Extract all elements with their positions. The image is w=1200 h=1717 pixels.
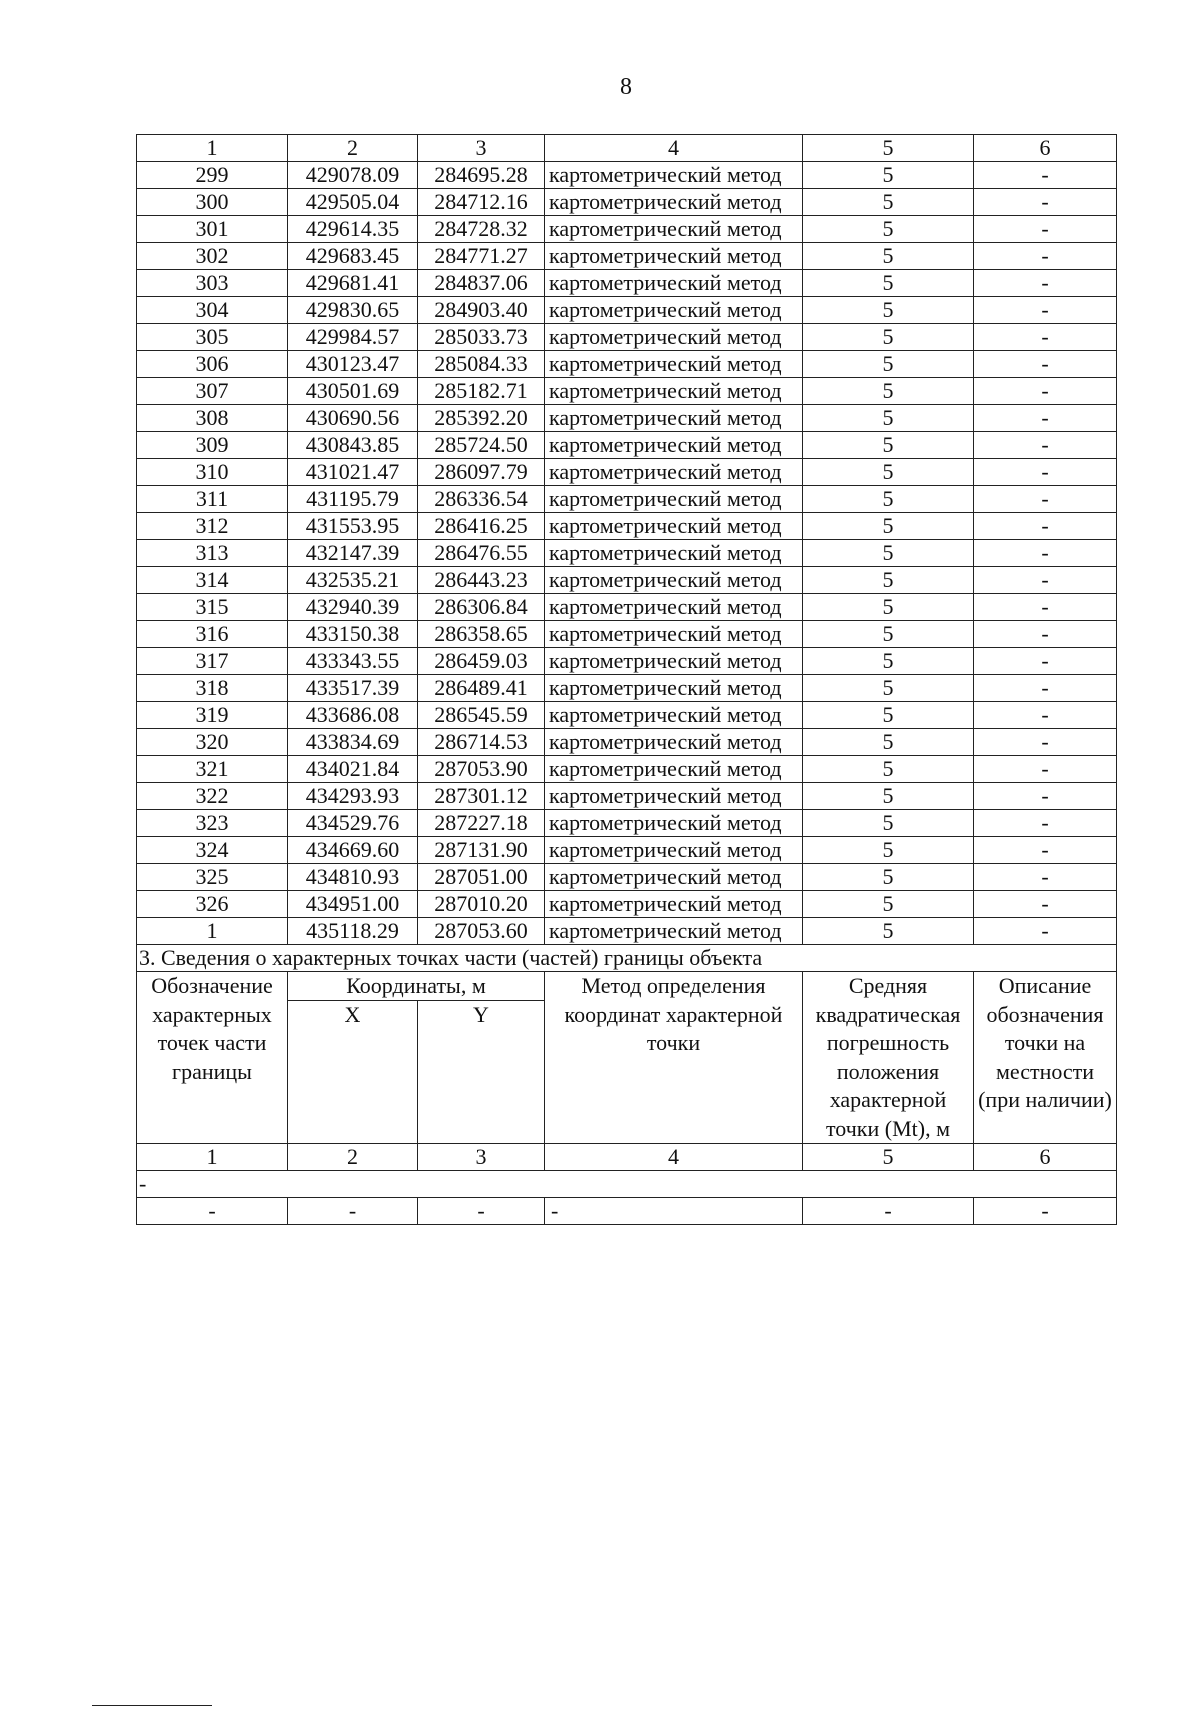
- column-number-cell: 4: [545, 1144, 803, 1171]
- point-number-cell: 312: [137, 513, 288, 540]
- coordinate-x-cell: 429681.41: [288, 270, 418, 297]
- method-cell: картометрический метод: [545, 243, 803, 270]
- method-cell: картометрический метод: [545, 513, 803, 540]
- page-number: 8: [620, 74, 632, 100]
- empty-data-row: [137, 1198, 1117, 1225]
- point-number-cell: 300: [137, 189, 288, 216]
- column-number-cell: 5: [803, 135, 974, 162]
- description-cell: -: [974, 918, 1117, 945]
- point-number-cell: 299: [137, 162, 288, 189]
- point-number-cell: 321: [137, 756, 288, 783]
- empty-cell: -: [137, 1198, 288, 1225]
- coordinate-x-cell: 430501.69: [288, 378, 418, 405]
- method-cell: картометрический метод: [545, 297, 803, 324]
- description-cell: -: [974, 486, 1117, 513]
- table-row: [137, 675, 1117, 702]
- table-row: [137, 513, 1117, 540]
- accuracy-cell: 5: [803, 432, 974, 459]
- table-row: [137, 918, 1117, 945]
- method-cell: картометрический метод: [545, 891, 803, 918]
- coordinate-y-cell: 284771.27: [418, 243, 545, 270]
- point-number-cell: 306: [137, 351, 288, 378]
- accuracy-cell: 5: [803, 324, 974, 351]
- coordinate-y-cell: 287051.00: [418, 864, 545, 891]
- column-number-cell: 1: [137, 1144, 288, 1171]
- method-cell: картометрический метод: [545, 675, 803, 702]
- column-number-row: [137, 135, 1117, 162]
- coordinate-y-cell: 285084.33: [418, 351, 545, 378]
- coordinate-x-cell: 434951.00: [288, 891, 418, 918]
- empty-cell: -: [974, 1198, 1117, 1225]
- point-number-cell: 305: [137, 324, 288, 351]
- description-cell: -: [974, 432, 1117, 459]
- section-title: 3. Сведения о характерных точках части (частей) границы объекта: [137, 945, 1117, 972]
- header-x: X: [288, 1001, 418, 1144]
- header-y: Y: [418, 1001, 545, 1144]
- table-row: [137, 324, 1117, 351]
- coordinate-y-cell: 287301.12: [418, 783, 545, 810]
- method-cell: картометрический метод: [545, 729, 803, 756]
- table-row: [137, 486, 1117, 513]
- coordinate-x-cell: 431195.79: [288, 486, 418, 513]
- table-row: [137, 702, 1117, 729]
- coordinate-y-cell: 286416.25: [418, 513, 545, 540]
- description-cell: -: [974, 216, 1117, 243]
- point-number-cell: 322: [137, 783, 288, 810]
- column-number-cell: 6: [974, 1144, 1117, 1171]
- table-row: [137, 270, 1117, 297]
- header-coordinates: Координаты, м: [288, 972, 545, 1001]
- section-title-row: [137, 945, 1117, 972]
- method-cell: картометрический метод: [545, 486, 803, 513]
- description-cell: -: [974, 621, 1117, 648]
- point-number-cell: 326: [137, 891, 288, 918]
- empty-cell: -: [288, 1198, 418, 1225]
- coordinate-y-cell: 285182.71: [418, 378, 545, 405]
- accuracy-cell: 5: [803, 162, 974, 189]
- method-cell: картометрический метод: [545, 432, 803, 459]
- point-number-cell: 308: [137, 405, 288, 432]
- part-label-row: [137, 1171, 1117, 1198]
- description-cell: -: [974, 567, 1117, 594]
- column-number-cell: 2: [288, 1144, 418, 1171]
- coordinate-y-cell: 286358.65: [418, 621, 545, 648]
- coordinate-x-cell: 429830.65: [288, 297, 418, 324]
- description-cell: -: [974, 729, 1117, 756]
- coordinate-x-cell: 431021.47: [288, 459, 418, 486]
- coordinate-x-cell: 432535.21: [288, 567, 418, 594]
- coordinate-y-cell: 284837.06: [418, 270, 545, 297]
- coordinate-y-cell: 284695.28: [418, 162, 545, 189]
- coordinate-x-cell: 429078.09: [288, 162, 418, 189]
- accuracy-cell: 5: [803, 783, 974, 810]
- method-cell: картометрический метод: [545, 216, 803, 243]
- table-row: [137, 621, 1117, 648]
- coordinate-y-cell: 287010.20: [418, 891, 545, 918]
- column-number-cell: 5: [803, 1144, 974, 1171]
- coordinate-x-cell: 429984.57: [288, 324, 418, 351]
- coordinate-y-cell: 287053.90: [418, 756, 545, 783]
- accuracy-cell: 5: [803, 810, 974, 837]
- method-cell: картометрический метод: [545, 810, 803, 837]
- point-number-cell: 307: [137, 378, 288, 405]
- column-number-cell: 1: [137, 135, 288, 162]
- table-row: [137, 594, 1117, 621]
- point-number-cell: 319: [137, 702, 288, 729]
- method-cell: картометрический метод: [545, 270, 803, 297]
- coordinate-y-cell: 287053.60: [418, 918, 545, 945]
- coordinate-x-cell: 432940.39: [288, 594, 418, 621]
- table-row: [137, 540, 1117, 567]
- point-number-cell: 325: [137, 864, 288, 891]
- point-number-cell: 317: [137, 648, 288, 675]
- description-cell: -: [974, 540, 1117, 567]
- table-row: [137, 567, 1117, 594]
- accuracy-cell: 5: [803, 405, 974, 432]
- accuracy-cell: 5: [803, 378, 974, 405]
- table-row: [137, 378, 1117, 405]
- description-cell: -: [974, 405, 1117, 432]
- boundary-points-table: [136, 134, 1117, 1225]
- point-number-cell: 324: [137, 837, 288, 864]
- header-accuracy: Средняя квадратическая погрешность положения характерной точки (Mt), м: [803, 972, 974, 1144]
- table-row: [137, 756, 1117, 783]
- accuracy-cell: 5: [803, 891, 974, 918]
- description-cell: -: [974, 810, 1117, 837]
- coordinate-x-cell: 430123.47: [288, 351, 418, 378]
- coordinate-x-cell: 434810.93: [288, 864, 418, 891]
- accuracy-cell: 5: [803, 675, 974, 702]
- empty-cell: -: [545, 1198, 803, 1225]
- point-number-cell: 302: [137, 243, 288, 270]
- part-label: -: [137, 1171, 1117, 1198]
- method-cell: картометрический метод: [545, 162, 803, 189]
- point-number-cell: 303: [137, 270, 288, 297]
- coordinate-y-cell: 285392.20: [418, 405, 545, 432]
- header-designation: Обозначение характерных точек части границы: [137, 972, 288, 1144]
- table-row: [137, 891, 1117, 918]
- coordinate-x-cell: 431553.95: [288, 513, 418, 540]
- section-header-row: [137, 972, 1117, 1001]
- description-cell: -: [974, 459, 1117, 486]
- point-number-cell: 311: [137, 486, 288, 513]
- table-row: [137, 243, 1117, 270]
- accuracy-cell: 5: [803, 513, 974, 540]
- accuracy-cell: 5: [803, 459, 974, 486]
- table-row: [137, 783, 1117, 810]
- description-cell: -: [974, 864, 1117, 891]
- accuracy-cell: 5: [803, 837, 974, 864]
- method-cell: картометрический метод: [545, 351, 803, 378]
- description-cell: -: [974, 297, 1117, 324]
- point-number-cell: 316: [137, 621, 288, 648]
- accuracy-cell: 5: [803, 594, 974, 621]
- description-cell: -: [974, 243, 1117, 270]
- coordinate-y-cell: 286714.53: [418, 729, 545, 756]
- table-row: [137, 189, 1117, 216]
- description-cell: -: [974, 513, 1117, 540]
- coordinate-x-cell: 433343.55: [288, 648, 418, 675]
- coordinate-x-cell: 433686.08: [288, 702, 418, 729]
- accuracy-cell: 5: [803, 729, 974, 756]
- point-number-cell: 1: [137, 918, 288, 945]
- point-number-cell: 315: [137, 594, 288, 621]
- accuracy-cell: 5: [803, 243, 974, 270]
- point-number-cell: 314: [137, 567, 288, 594]
- description-cell: -: [974, 189, 1117, 216]
- accuracy-cell: 5: [803, 756, 974, 783]
- column-number-cell: 6: [974, 135, 1117, 162]
- description-cell: -: [974, 324, 1117, 351]
- coordinate-y-cell: 286097.79: [418, 459, 545, 486]
- method-cell: картометрический метод: [545, 594, 803, 621]
- table-row: [137, 837, 1117, 864]
- point-number-cell: 313: [137, 540, 288, 567]
- section-column-number-row: [137, 1144, 1117, 1171]
- table-row: [137, 648, 1117, 675]
- point-number-cell: 323: [137, 810, 288, 837]
- table-row: [137, 432, 1117, 459]
- accuracy-cell: 5: [803, 297, 974, 324]
- accuracy-cell: 5: [803, 216, 974, 243]
- table-row: [137, 216, 1117, 243]
- method-cell: картометрический метод: [545, 648, 803, 675]
- description-cell: -: [974, 675, 1117, 702]
- description-cell: -: [974, 378, 1117, 405]
- table-row: [137, 729, 1117, 756]
- coordinate-x-cell: 432147.39: [288, 540, 418, 567]
- method-cell: картометрический метод: [545, 783, 803, 810]
- point-number-cell: 318: [137, 675, 288, 702]
- description-cell: -: [974, 648, 1117, 675]
- empty-cell: -: [803, 1198, 974, 1225]
- coordinate-y-cell: 286476.55: [418, 540, 545, 567]
- accuracy-cell: 5: [803, 189, 974, 216]
- coordinate-x-cell: 429614.35: [288, 216, 418, 243]
- coordinate-x-cell: 434529.76: [288, 810, 418, 837]
- coordinate-y-cell: 284712.16: [418, 189, 545, 216]
- accuracy-cell: 5: [803, 702, 974, 729]
- coordinate-x-cell: 433517.39: [288, 675, 418, 702]
- method-cell: картометрический метод: [545, 864, 803, 891]
- accuracy-cell: 5: [803, 270, 974, 297]
- header-description: Описание обозначения точки на местности (при наличии): [974, 972, 1117, 1144]
- description-cell: -: [974, 837, 1117, 864]
- accuracy-cell: 5: [803, 540, 974, 567]
- point-number-cell: 320: [137, 729, 288, 756]
- description-cell: -: [974, 162, 1117, 189]
- empty-cell: -: [418, 1198, 545, 1225]
- method-cell: картометрический метод: [545, 702, 803, 729]
- method-cell: картометрический метод: [545, 918, 803, 945]
- accuracy-cell: 5: [803, 621, 974, 648]
- table-row: [137, 459, 1117, 486]
- method-cell: картометрический метод: [545, 189, 803, 216]
- accuracy-cell: 5: [803, 648, 974, 675]
- coordinate-y-cell: 285724.50: [418, 432, 545, 459]
- method-cell: картометрический метод: [545, 540, 803, 567]
- method-cell: картометрический метод: [545, 756, 803, 783]
- description-cell: -: [974, 891, 1117, 918]
- coordinate-y-cell: 286306.84: [418, 594, 545, 621]
- method-cell: картометрический метод: [545, 459, 803, 486]
- column-number-cell: 3: [418, 135, 545, 162]
- accuracy-cell: 5: [803, 864, 974, 891]
- accuracy-cell: 5: [803, 351, 974, 378]
- coordinate-y-cell: 287227.18: [418, 810, 545, 837]
- accuracy-cell: 5: [803, 567, 974, 594]
- coordinate-x-cell: 434669.60: [288, 837, 418, 864]
- coordinate-y-cell: 286489.41: [418, 675, 545, 702]
- coordinate-x-cell: 433150.38: [288, 621, 418, 648]
- point-number-cell: 304: [137, 297, 288, 324]
- coordinate-y-cell: 287131.90: [418, 837, 545, 864]
- coordinate-x-cell: 434293.93: [288, 783, 418, 810]
- coordinate-x-cell: 429683.45: [288, 243, 418, 270]
- description-cell: -: [974, 270, 1117, 297]
- method-cell: картометрический метод: [545, 324, 803, 351]
- column-number-cell: 3: [418, 1144, 545, 1171]
- coordinate-y-cell: 286336.54: [418, 486, 545, 513]
- coordinate-y-cell: 284728.32: [418, 216, 545, 243]
- accuracy-cell: 5: [803, 918, 974, 945]
- coordinate-y-cell: 286545.59: [418, 702, 545, 729]
- point-number-cell: 309: [137, 432, 288, 459]
- footer-rule: [92, 1705, 212, 1706]
- table-row: [137, 810, 1117, 837]
- coordinate-x-cell: 429505.04: [288, 189, 418, 216]
- coordinate-y-cell: 286459.03: [418, 648, 545, 675]
- table-row: [137, 864, 1117, 891]
- description-cell: -: [974, 783, 1117, 810]
- point-number-cell: 301: [137, 216, 288, 243]
- coordinate-x-cell: 433834.69: [288, 729, 418, 756]
- coordinate-y-cell: 285033.73: [418, 324, 545, 351]
- method-cell: картометрический метод: [545, 621, 803, 648]
- description-cell: -: [974, 594, 1117, 621]
- table-row: [137, 405, 1117, 432]
- table-row: [137, 297, 1117, 324]
- accuracy-cell: 5: [803, 486, 974, 513]
- method-cell: картометрический метод: [545, 837, 803, 864]
- method-cell: картометрический метод: [545, 567, 803, 594]
- description-cell: -: [974, 756, 1117, 783]
- coordinate-y-cell: 284903.40: [418, 297, 545, 324]
- coordinate-x-cell: 430690.56: [288, 405, 418, 432]
- coordinate-y-cell: 286443.23: [418, 567, 545, 594]
- table-row: [137, 351, 1117, 378]
- point-number-cell: 310: [137, 459, 288, 486]
- coordinate-x-cell: 435118.29: [288, 918, 418, 945]
- coordinate-x-cell: 430843.85: [288, 432, 418, 459]
- method-cell: картометрический метод: [545, 405, 803, 432]
- method-cell: картометрический метод: [545, 378, 803, 405]
- description-cell: -: [974, 351, 1117, 378]
- coordinate-x-cell: 434021.84: [288, 756, 418, 783]
- description-cell: -: [974, 702, 1117, 729]
- header-method: Метод определения координат характерной точки: [545, 972, 803, 1144]
- column-number-cell: 2: [288, 135, 418, 162]
- column-number-cell: 4: [545, 135, 803, 162]
- table-row: [137, 162, 1117, 189]
